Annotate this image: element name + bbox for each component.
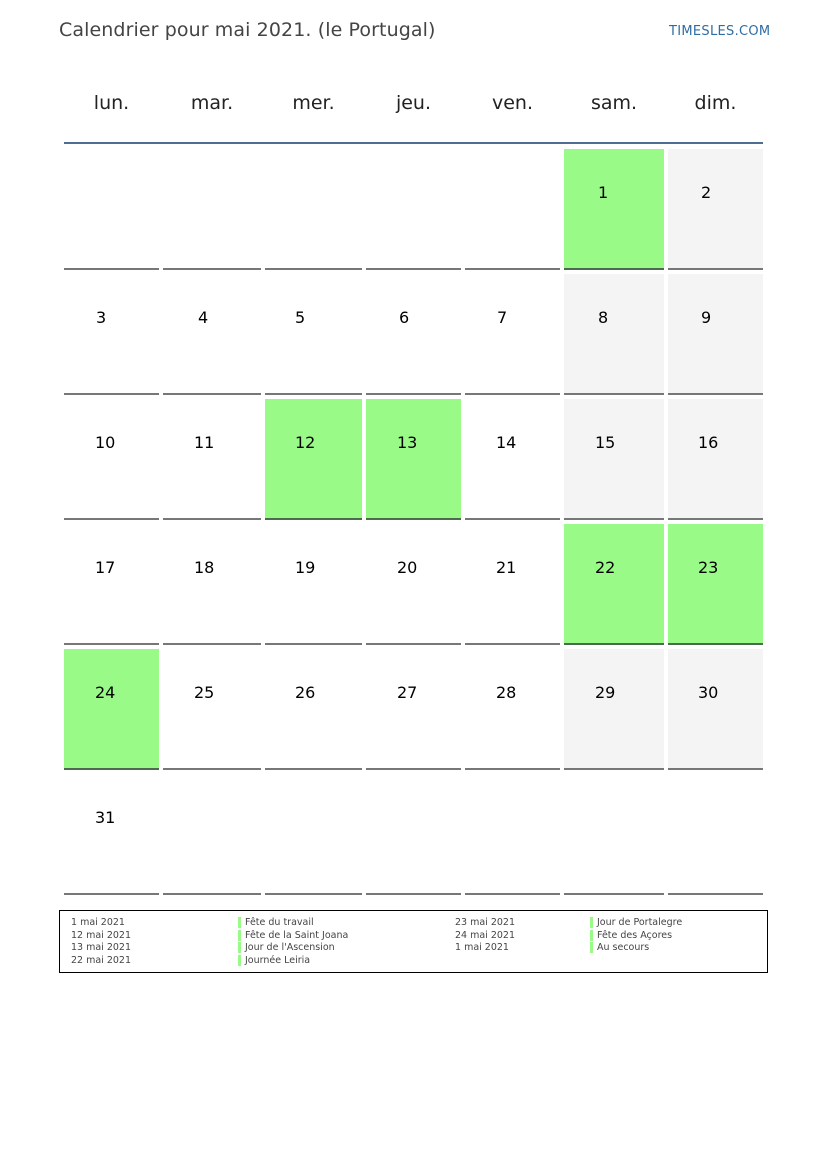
legend-holiday-label: Journée Leiria [245,954,311,966]
page-title: Calendrier pour mai 2021. (le Portugal) [59,19,436,41]
day-cell[interactable] [465,399,560,520]
holiday-color-marker [590,930,593,941]
day-cell[interactable] [465,274,560,395]
legend-holiday-label: Fête des Açores [597,929,673,941]
legend-holiday-name [238,930,348,941]
legend-date: 22 mai 2021 [71,954,132,966]
legend-holiday-label: Au secours [597,942,650,954]
day-number: 24 [95,683,116,702]
empty-day-cell [366,774,461,895]
empty-day-cell [564,774,664,895]
day-number: 5 [295,308,306,327]
legend-date: 23 mai 2021 [455,917,516,928]
holiday-day-cell[interactable] [668,524,763,645]
header-divider [64,142,763,144]
day-cell[interactable] [163,649,261,770]
day-number: 20 [397,558,418,577]
day-number: 8 [598,308,609,327]
day-cell[interactable] [564,399,664,520]
weekday-label: dim. [694,92,737,114]
holiday-color-marker [238,942,241,953]
legend-holiday-name [590,917,682,928]
weekday-label: ven. [491,92,533,114]
day-number: 26 [295,683,316,702]
legend-date: 24 mai 2021 [455,929,516,941]
day-number: 4 [198,308,209,327]
holiday-day-cell[interactable] [564,524,664,645]
day-number: 12 [295,433,316,452]
day-cell[interactable] [668,149,763,270]
day-cell[interactable] [564,649,664,770]
day-number: 18 [194,558,215,577]
empty-day-cell [265,774,362,895]
day-cell[interactable] [64,524,159,645]
day-cell[interactable] [265,274,362,395]
day-cell[interactable] [366,649,461,770]
holiday-color-marker [238,917,241,928]
day-number: 15 [595,433,616,452]
day-number: 23 [698,558,719,577]
legend-holiday-label: Jour de l'Ascension [245,942,335,954]
empty-day-cell [64,149,159,270]
legend-holiday-name [238,942,335,953]
holiday-day-cell[interactable] [265,399,362,520]
empty-day-cell [265,149,362,270]
day-number: 21 [496,558,517,577]
weekday-label: lun. [93,92,130,114]
day-number: 6 [399,308,410,327]
legend-date: 1 mai 2021 [71,917,125,928]
holiday-day-cell[interactable] [366,399,461,520]
day-cell[interactable] [64,399,159,520]
day-number: 19 [295,558,316,577]
legend-date: 12 mai 2021 [71,929,132,941]
empty-day-cell [668,774,763,895]
day-number: 28 [496,683,517,702]
day-number: 10 [95,433,116,452]
day-number: 17 [95,558,116,577]
holiday-color-marker [590,942,593,953]
empty-day-cell [366,149,461,270]
day-cell[interactable] [163,274,261,395]
empty-day-cell [163,149,261,270]
day-cell[interactable] [668,399,763,520]
day-number: 22 [595,558,616,577]
weekday-label: mar. [190,92,234,114]
weekday-label: sam. [590,92,638,114]
legend-holiday-label: Fête du travail [245,917,314,928]
day-cell[interactable] [163,524,261,645]
legend-holiday-name [238,917,314,928]
day-cell[interactable] [64,774,159,895]
day-number: 11 [194,433,215,452]
day-cell[interactable] [265,524,362,645]
day-cell[interactable] [366,524,461,645]
day-number: 25 [194,683,215,702]
legend-holiday-name [590,930,672,941]
empty-day-cell [163,774,261,895]
day-cell[interactable] [668,274,763,395]
holiday-day-cell[interactable] [64,649,159,770]
day-cell[interactable] [265,649,362,770]
weekday-label: mer. [292,92,335,114]
legend-holiday-label: Fête de la Saint Joana [245,929,349,941]
day-number: 29 [595,683,616,702]
day-cell[interactable] [64,274,159,395]
day-number: 1 [598,183,609,202]
day-number: 3 [96,308,107,327]
day-cell[interactable] [465,649,560,770]
weekday-label: jeu. [395,92,432,114]
day-number: 13 [397,433,418,452]
day-number: 14 [496,433,517,452]
day-number: 9 [701,308,712,327]
day-number: 27 [397,683,418,702]
day-number: 2 [701,183,712,202]
holiday-day-cell[interactable] [564,149,664,270]
day-number: 30 [698,683,719,702]
day-number: 31 [95,808,116,827]
holiday-color-marker [238,955,241,966]
empty-day-cell [465,774,560,895]
legend-holiday-name [238,955,310,966]
day-cell[interactable] [564,274,664,395]
day-number: 16 [698,433,719,452]
day-cell[interactable] [366,274,461,395]
legend-date: 1 mai 2021 [455,942,509,954]
brand-link[interactable]: TIMESLES.COM [669,24,771,39]
legend-holiday-label: Jour de Portalegre [597,917,683,928]
day-cell[interactable] [163,399,261,520]
empty-day-cell [465,149,560,270]
holiday-legend [59,910,768,973]
legend-holiday-name [590,942,649,953]
day-cell[interactable] [668,649,763,770]
holiday-color-marker [590,917,593,928]
day-cell[interactable] [465,524,560,645]
day-number: 7 [497,308,508,327]
holiday-color-marker [238,930,241,941]
legend-date: 13 mai 2021 [71,942,132,954]
